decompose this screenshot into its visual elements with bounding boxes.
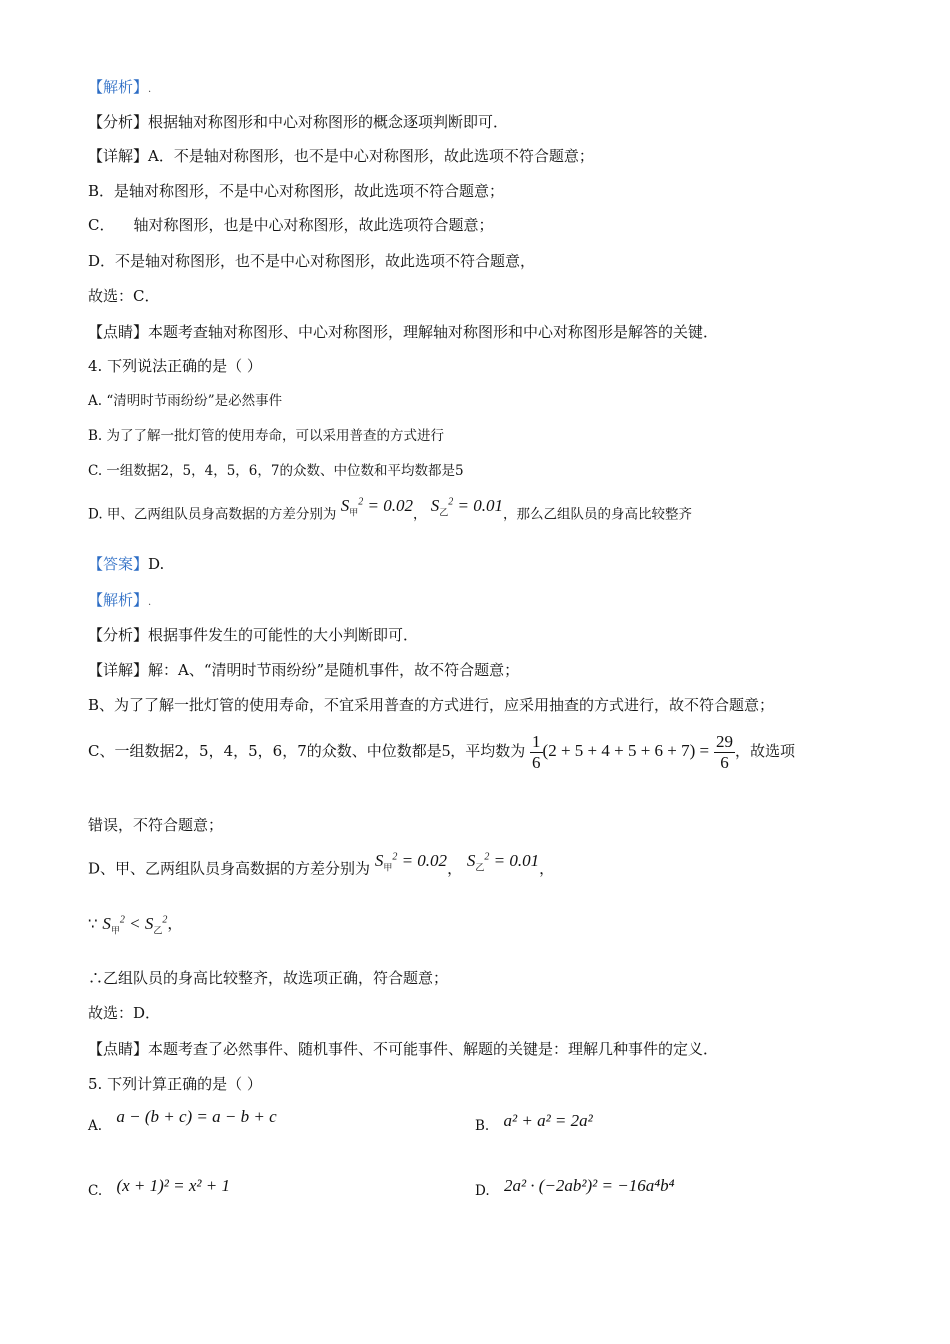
fraction-29-6: $\frac{29}{6}$ <box>715 731 733 772</box>
answer-tag: 【答案】 <box>88 555 149 573</box>
q4-option-d-pre: D. 甲、乙两组队员身高数据的方差分别为 <box>88 506 337 523</box>
jiexi-line-3: 【解析】. <box>88 78 152 96</box>
dianjing-tag: 【点睛】 <box>88 323 149 341</box>
dianjing-text: 本题考查轴对称图形、中心对称图形，理解轴对称图形和中心对称图形是解答的关键． <box>148 323 719 341</box>
s-yi-expr-2: $S_乙^2 = 0.01$ <box>466 850 540 873</box>
xiangjie-line-4 <box>88 660 519 680</box>
answer-line <box>88 554 164 574</box>
xiangjie-d-4: D、甲、乙两组队员身高数据的方差分别为 $S_甲^2 = 0.02$， $S_乙^2 = 0.01$， <box>88 850 555 878</box>
dianjing-line-4 <box>88 1039 718 1059</box>
xiangjie-c-3: C． 轴对称图形，也是中心对称图形，故此选项符合题意； <box>88 216 494 234</box>
q4-option-c: C. 一组数据2，5，4，5，6，7的众数、中位数和平均数都是5 <box>88 463 464 479</box>
xiangjie-c-cont: 错误，不符合题意； <box>88 816 224 834</box>
answer-value: D. <box>148 555 165 573</box>
q5-d-expr: 2a² · (−2ab²)² = −16a⁴b⁴ <box>503 1176 675 1195</box>
q4-option-a: A. “清明时节雨纷纷”是必然事件 <box>88 393 283 409</box>
fenxi-text: 根据轴对称图形和中心对称图形的概念逐项判断即可． <box>148 113 509 131</box>
fenxi-line-4 <box>88 625 418 645</box>
xiangjie-a: 解：A、“清明时节雨纷纷”是随机事件，故不符合题意； <box>148 661 520 679</box>
jiexi-line-4: 【解析】. <box>88 591 152 609</box>
q4-option-b: B. 为了了解一批灯管的使用寿命，可以采用普查的方式进行 <box>88 428 445 444</box>
q5-b-expr: a² + a² = 2a² <box>503 1111 593 1130</box>
q5-c-expr: (x + 1)² = x² + 1 <box>116 1176 230 1195</box>
s-jia-expr-2: $S_甲^2 = 0.02$ <box>374 850 448 873</box>
jiexi-tag: 【解析】 <box>88 591 149 609</box>
q4-stem: 4. 下列说法正确的是（ ） <box>88 357 262 375</box>
q5-option-d: D. 2a² · (−2ab²)² = −16a⁴b⁴ <box>475 1176 675 1199</box>
xiangjie-line-3 <box>88 146 594 166</box>
fenxi-tag: 【分析】 <box>88 113 149 131</box>
dianjing-line-3 <box>88 322 718 342</box>
fenxi-text: 根据事件发生的可能性的大小判断即可． <box>148 626 419 644</box>
xiangjie-b-4: B、为了了解一批灯管的使用寿命，不宜采用普查的方式进行，应采用抽查的方式进行，故不符合题意； <box>88 696 775 714</box>
xiangjie-d-3: D．不是轴对称图形，也不是中心对称图形，故此选项不符合题意， <box>88 252 536 270</box>
therefore-line: ∴乙组队员的身高比较整齐，故选项正确，符合题意； <box>88 969 449 987</box>
q4-option-d: D. 甲、乙两组队员身高数据的方差分别为 $S_甲^2 = 0.02$， $S_乙^2 = 0.01$，那么乙组队员的身高比较整齐 <box>88 495 693 523</box>
xiangjie-tag: 【详解】 <box>88 147 149 165</box>
fenxi-tag: 【分析】 <box>88 626 149 644</box>
q4-option-d-post: ，那么乙组队员的身高比较整齐 <box>503 506 693 523</box>
because-line: ∵ $S_甲^2 < S_乙^2$， <box>88 913 183 936</box>
guxuan-4: 故选：D． <box>88 1004 161 1022</box>
q5-stem: 5. 下列计算正确的是（ ） <box>88 1075 262 1093</box>
xiangjie-tag: 【详解】 <box>88 661 149 679</box>
xiangjie-a: A．不是轴对称图形，也不是中心对称图形，故此选项不符合题意； <box>148 147 594 165</box>
q5-option-c: C. (x + 1)² = x² + 1 <box>88 1176 230 1199</box>
q5-option-b: B. a² + a² = 2a² <box>475 1111 593 1134</box>
variance-compare: $S_甲^2 < S_乙^2$ <box>102 913 168 936</box>
dianjing-text: 本题考查了必然事件、随机事件、不可能事件、解题的关键是：理解几种事件的定义． <box>148 1040 719 1058</box>
sum-expression: (2 + 5 + 4 + 5 + 6 + 7) = <box>542 741 710 760</box>
s-jia-expr: $S_甲^2 = 0.02$ <box>340 495 413 518</box>
q5-option-a: A. a − (b + c) = a − b + c <box>88 1107 277 1134</box>
jiexi-tag: 【解析】 <box>88 78 149 96</box>
because-symbol: ∵ <box>88 914 98 933</box>
xiangjie-c-4: C、一组数据2，5，4，5，6，7的众数、中位数都是5，平均数为 $\frac{1}{6}$ (2 + 5 + 4 + 5 + 6 + 7) = $\frac{29}{6}$ ，故选项 <box>88 731 795 772</box>
dianjing-tag: 【点睛】 <box>88 1040 149 1058</box>
therefore-symbol: ∴ <box>88 969 104 987</box>
fraction-one-sixth: $\frac{1}{6}$ <box>532 731 541 772</box>
xiangjie-b-3: B．是轴对称图形，不是中心对称图形，故此选项不符合题意； <box>88 182 505 200</box>
guxuan-3: 故选：C． <box>88 287 160 305</box>
fenxi-line-3 <box>88 112 508 132</box>
s-yi-expr: $S_乙^2 = 0.01$ <box>430 495 504 518</box>
q5-a-expr: a − (b + c) = a − b + c <box>116 1107 277 1126</box>
